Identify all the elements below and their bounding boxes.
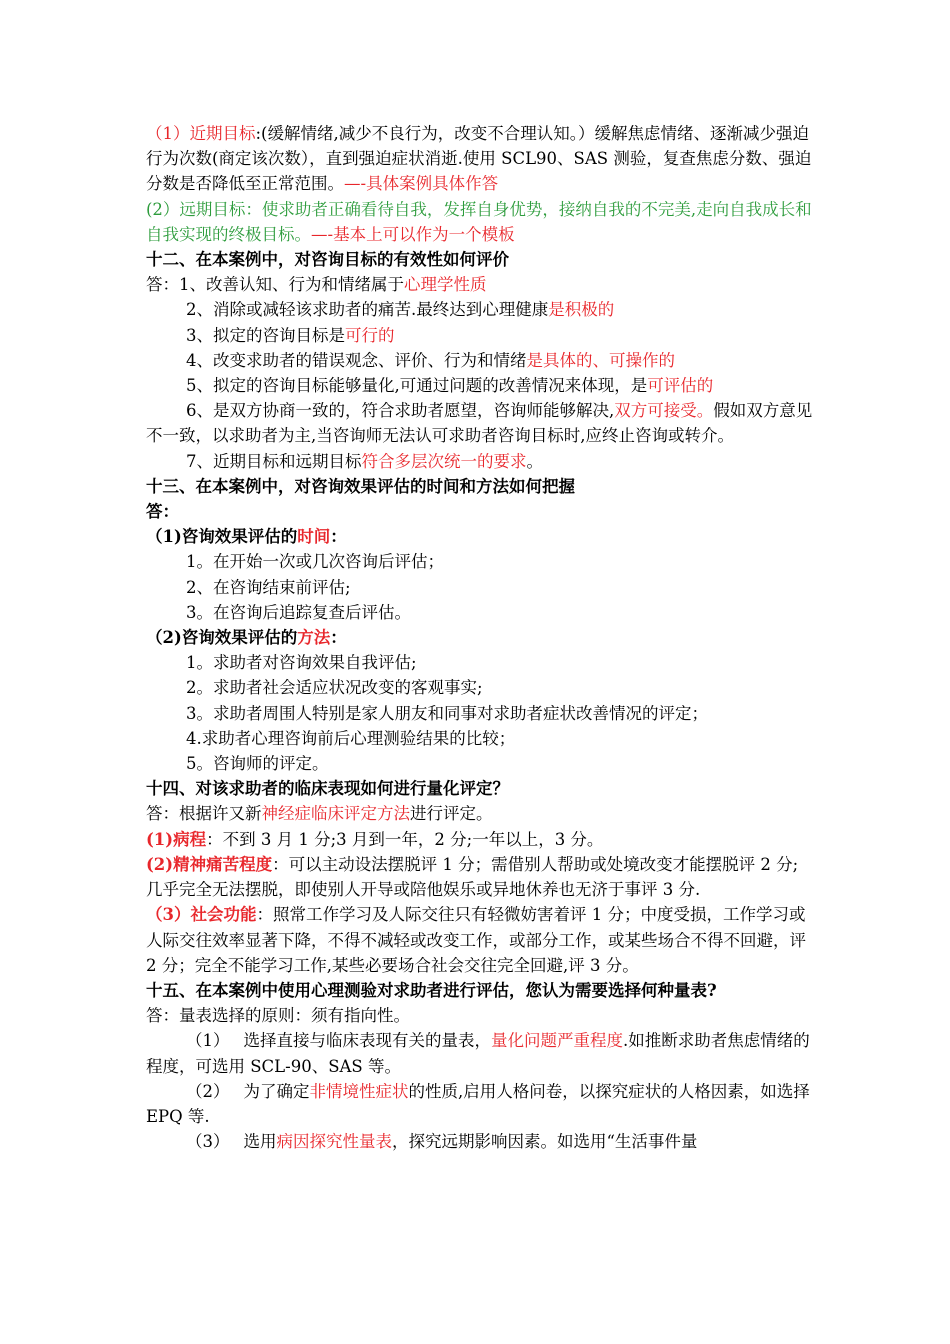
s14-answer-text: 答：根据许又新 — [146, 804, 262, 824]
s15-principle: 答：量表选择的原则：须有指向性。 — [146, 1006, 410, 1026]
s12-item-5-highlight: 可评估的 — [647, 376, 714, 396]
s15-item-3-text: 选用 — [243, 1132, 277, 1152]
section-13-title: 十三、在本案例中，对咨询效果评估的时间和方法如何把握 — [146, 476, 575, 496]
s14-item-2 — [146, 852, 814, 902]
s12-item-1 — [146, 272, 814, 297]
s13-method-item-5: 5。咨询师的评定。 — [186, 754, 329, 774]
s12-item-4 — [146, 348, 814, 373]
s13-method-heading — [146, 625, 814, 650]
section-15-title: 十五、在本案例中使用心理测验对求助者进行评估，您认为需要选择何种量表? — [146, 980, 717, 1000]
s14-item-1-label: (1)病程 — [146, 829, 207, 849]
s12-item-4-text: 4、改变求助者的错误观念、评价、行为和情绪 — [186, 350, 527, 370]
s12-item-6-continuation: 假如双方意见不一致，以求助者为主,当咨询师无法认可求助者咨询目标时,应终止咨询或转介。 — [146, 401, 813, 446]
s13-time-heading-text: （1)咨询效果评估的 — [146, 527, 298, 547]
s12-item-5 — [146, 373, 814, 398]
s13-method-colon: ： — [330, 628, 347, 648]
s14-item-3-text: ：照常工作学习及人际交往只有轻微妨害着评 1 分；中度受损，工作学习或人际交往效率显著下降，不得不减轻或改变工作，或部分工作，或某些场合不得不回避，评 2 分；完全不能学习工作,某些必要场合社会交往完全回避,评 3 分。 — [146, 905, 806, 975]
s13-time-highlight: 时间 — [297, 527, 331, 547]
s13-method-heading-text: （2)咨询效果评估的 — [146, 628, 298, 648]
s13-time-item-1: 1。在开始一次或几次咨询后评估； — [186, 552, 444, 572]
s14-answer-highlight: 神经症临床评定方法 — [261, 804, 410, 824]
s15-item-3-highlight: 病因探究性量表 — [276, 1132, 392, 1152]
s13-method-item-2: 2。求助者社会适应状况改变的客观事实; — [186, 678, 483, 698]
s15-item-1 — [146, 1028, 814, 1078]
s15-item-2-highlight: 非情境性症状 — [309, 1081, 409, 1101]
s13-answer-label: 答： — [146, 502, 179, 522]
s12-item-1-highlight: 心理学性质 — [404, 275, 487, 295]
long-term-goal-note: —-基本上可以作为一个模板 — [311, 224, 515, 244]
s12-item-2-text: 2、消除或减轻该求助者的痛苦.最终达到心理健康 — [186, 300, 549, 320]
section-14-title: 十四、对该求助者的临床表现如何进行量化评定？ — [146, 779, 509, 799]
s15-item-1-end: .如推断求助者焦虑情绪的程度，可选用 SCL-90、SAS 等。 — [146, 1031, 810, 1076]
s13-time-colon: ： — [330, 527, 347, 547]
s12-item-1-text: 答：1、改善认知、行为和情绪属于 — [146, 275, 404, 295]
s14-item-3 — [146, 902, 814, 978]
s15-item-1-text: 选择直接与临床表现有关的量表， — [243, 1031, 491, 1051]
s12-item-3-highlight: 可行的 — [345, 325, 395, 345]
s12-item-7-end: 。 — [526, 451, 543, 471]
s12-item-3-text: 3、拟定的咨询目标是 — [186, 325, 345, 345]
long-term-goal-text: (2）远期目标：使求助者正确看待自我，发挥自身优势，接纳自我的不完美,走向自我成长和自我实现的终极目标。 — [146, 199, 812, 244]
s15-item-3 — [146, 1129, 814, 1154]
s15-item-3-number: （3） — [186, 1132, 230, 1152]
s14-item-2-text: ：可以主动设法摆脱评 1 分；需借别人帮助或处境改变才能摆脱评 2 分;几乎完全无法摆脱，即使别人开导或陪他娱乐或异地休养也无济于事评 3 分. — [146, 854, 799, 900]
short-term-goal — [146, 121, 814, 197]
s14-item-1 — [146, 827, 814, 852]
s14-answer — [146, 801, 814, 826]
document-body — [146, 121, 814, 1154]
s15-item-3-end: ，探究远期影响因素。如选用“生活事件量 — [392, 1132, 698, 1152]
s12-item-7-text: 7、近期目标和远期目标 — [186, 451, 362, 471]
s12-item-7-highlight: 符合多层次统一的要求 — [361, 451, 527, 471]
s13-method-highlight: 方法 — [297, 628, 331, 648]
s13-time-item-2: 2、在咨询结束前评估; — [186, 577, 351, 597]
s14-item-2-label: (2)精神痛苦程度 — [146, 854, 273, 874]
s15-item-1-highlight: 量化问题严重程度 — [491, 1031, 623, 1051]
s15-item-2 — [146, 1079, 814, 1129]
s12-item-2 — [146, 297, 814, 322]
s13-time-heading — [146, 524, 814, 549]
s15-item-2-text: 为了确定 — [243, 1081, 310, 1101]
short-term-goal-text: :(缓解情绪,减少不良行为，改变不合理认知。）缓解焦虑情绪、逐渐减少强迫行为次数(商定该次数），直到强迫症状消逝.使用 SCL90、SAS 测验，复查焦虑分数、强迫分数是否降低至正常范围。 — [146, 124, 812, 194]
s12-item-6-text: 6、是双方协商一致的，符合求助者愿望，咨询师能够解决, — [186, 401, 615, 421]
s14-item-1-text: ：不到 3 月 1 分;3 月到一年，2 分;一年以上，3 分。 — [206, 829, 604, 849]
s14-answer-end: 进行评定。 — [410, 804, 493, 824]
short-term-goal-label: （1）近期目标 — [146, 124, 256, 143]
s12-item-6 — [146, 398, 814, 448]
short-term-goal-note: —-具体案例具体作答 — [344, 174, 499, 194]
s14-item-3-label: （3）社会功能 — [146, 905, 257, 925]
s12-item-5-text: 5、拟定的咨询目标能够量化,可通过问题的改善情况来体现，是 — [186, 376, 648, 396]
section-12-title: 十二、在本案例中，对咨询目标的有效性如何评价 — [146, 250, 509, 270]
s13-method-item-3: 3。求助者周围人特别是家人朋友和同事对求助者症状改善情况的评定； — [186, 703, 708, 723]
s12-item-4-highlight: 是具体的、可操作的 — [526, 350, 675, 370]
s13-time-item-3: 3。在咨询后追踪复查后评估。 — [186, 602, 411, 622]
s15-item-2-end: 的性质,启用人格问卷，以探究症状的人格因素，如选择 EPQ 等. — [146, 1081, 810, 1126]
s13-method-item-4: 4.求助者心理咨询前后心理测验结果的比较； — [186, 728, 516, 748]
s15-item-1-number: （1） — [186, 1031, 230, 1051]
s12-item-7 — [146, 449, 814, 474]
s12-item-2-highlight: 是积极的 — [548, 300, 615, 320]
s13-method-item-1: 1。求助者对咨询效果自我评估; — [186, 653, 417, 673]
s12-item-3 — [146, 323, 814, 348]
long-term-goal — [146, 197, 814, 247]
s15-item-2-number: （2） — [186, 1081, 230, 1101]
s12-item-6-highlight: 双方可接受。 — [614, 401, 714, 421]
